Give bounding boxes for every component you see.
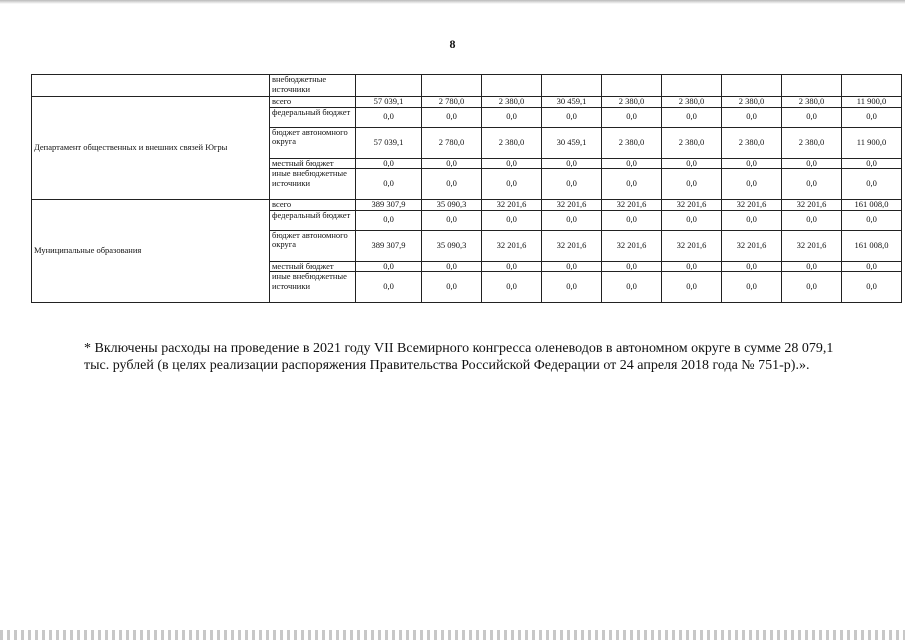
value-cell: [842, 75, 902, 97]
value-cell: 0,0: [662, 210, 722, 230]
scan-edge-top: [0, 0, 905, 4]
value-cell: [422, 75, 482, 97]
value-cell: 161 008,0: [842, 230, 902, 261]
value-cell: 389 307,9: [356, 230, 422, 261]
value-cell: 0,0: [842, 107, 902, 127]
value-cell: 0,0: [662, 158, 722, 169]
value-cell: 0,0: [722, 272, 782, 303]
value-cell: [722, 75, 782, 97]
value-cell: 0,0: [722, 210, 782, 230]
value-cell: 0,0: [662, 107, 722, 127]
value-cell: 0,0: [542, 169, 602, 200]
value-cell: 0,0: [662, 261, 722, 272]
value-cell: 0,0: [782, 169, 842, 200]
value-cell: 0,0: [356, 107, 422, 127]
value-cell: 161 008,0: [842, 200, 902, 211]
source-label: местный бюджет: [270, 261, 356, 272]
department-name: Департамент общественных и внешних связей Югры: [32, 97, 270, 200]
source-label: всего: [270, 200, 356, 211]
value-cell: 0,0: [722, 169, 782, 200]
value-cell: 0,0: [356, 169, 422, 200]
value-cell: 0,0: [722, 261, 782, 272]
value-cell: 57 039,1: [356, 97, 422, 108]
value-cell: 0,0: [482, 261, 542, 272]
value-cell: 0,0: [842, 210, 902, 230]
value-cell: 0,0: [542, 261, 602, 272]
value-cell: 0,0: [602, 210, 662, 230]
value-cell: 32 201,6: [542, 200, 602, 211]
value-cell: 0,0: [422, 272, 482, 303]
source-label: иные внебюджетные источники: [270, 272, 356, 303]
value-cell: 0,0: [422, 107, 482, 127]
value-cell: 0,0: [842, 158, 902, 169]
value-cell: 0,0: [356, 158, 422, 169]
value-cell: 32 201,6: [482, 230, 542, 261]
value-cell: 35 090,3: [422, 230, 482, 261]
value-cell: 0,0: [842, 272, 902, 303]
value-cell: 2 380,0: [662, 97, 722, 108]
value-cell: 32 201,6: [602, 230, 662, 261]
value-cell: 0,0: [422, 210, 482, 230]
value-cell: 0,0: [782, 272, 842, 303]
value-cell: 0,0: [722, 107, 782, 127]
value-cell: 57 039,1: [356, 127, 422, 158]
source-label: федеральный бюджет: [270, 210, 356, 230]
value-cell: 0,0: [482, 272, 542, 303]
table-row: [32, 200, 902, 211]
value-cell: [782, 75, 842, 97]
value-cell: 0,0: [662, 169, 722, 200]
source-label: иные внебюджетные источники: [270, 169, 356, 200]
value-cell: 0,0: [842, 169, 902, 200]
value-cell: [542, 75, 602, 97]
value-cell: 2 780,0: [422, 127, 482, 158]
value-cell: 2 380,0: [602, 97, 662, 108]
value-cell: 32 201,6: [662, 200, 722, 211]
value-cell: [662, 75, 722, 97]
source-label: местный бюджет: [270, 158, 356, 169]
value-cell: 0,0: [602, 158, 662, 169]
value-cell: 0,0: [662, 272, 722, 303]
value-cell: 11 900,0: [842, 97, 902, 108]
value-cell: [602, 75, 662, 97]
value-cell: 2 380,0: [482, 127, 542, 158]
value-cell: 32 201,6: [602, 200, 662, 211]
source-label: внебюджетные источники: [270, 75, 356, 97]
value-cell: 0,0: [782, 210, 842, 230]
value-cell: 0,0: [782, 158, 842, 169]
value-cell: 0,0: [356, 272, 422, 303]
source-label: федеральный бюджет: [270, 107, 356, 127]
source-label: бюджет автономного округа: [270, 230, 356, 261]
value-cell: [356, 75, 422, 97]
value-cell: 30 459,1: [542, 127, 602, 158]
value-cell: 32 201,6: [722, 230, 782, 261]
source-label: бюджет автономного округа: [270, 127, 356, 158]
value-cell: 0,0: [482, 210, 542, 230]
value-cell: 32 201,6: [482, 200, 542, 211]
value-cell: 0,0: [602, 272, 662, 303]
value-cell: 0,0: [542, 158, 602, 169]
value-cell: [482, 75, 542, 97]
value-cell: 2 380,0: [722, 97, 782, 108]
value-cell: 32 201,6: [662, 230, 722, 261]
value-cell: 32 201,6: [542, 230, 602, 261]
value-cell: 2 380,0: [782, 97, 842, 108]
value-cell: 0,0: [422, 158, 482, 169]
value-cell: 0,0: [542, 272, 602, 303]
value-cell: 32 201,6: [782, 230, 842, 261]
value-cell: 0,0: [356, 210, 422, 230]
value-cell: 389 307,9: [356, 200, 422, 211]
department-cell: [32, 75, 270, 97]
value-cell: 35 090,3: [422, 200, 482, 211]
value-cell: 0,0: [602, 107, 662, 127]
value-cell: 0,0: [542, 210, 602, 230]
value-cell: 0,0: [542, 107, 602, 127]
value-cell: 32 201,6: [722, 200, 782, 211]
table-row: [32, 97, 902, 108]
value-cell: 0,0: [482, 158, 542, 169]
value-cell: 2 380,0: [662, 127, 722, 158]
value-cell: 0,0: [782, 261, 842, 272]
page-number: 8: [449, 37, 456, 51]
value-cell: 0,0: [602, 261, 662, 272]
source-label: всего: [270, 97, 356, 108]
value-cell: 0,0: [842, 261, 902, 272]
value-cell: 0,0: [602, 169, 662, 200]
department-name: Муниципальные образования: [32, 200, 270, 303]
value-cell: 11 900,0: [842, 127, 902, 158]
value-cell: 0,0: [422, 261, 482, 272]
value-cell: 30 459,1: [542, 97, 602, 108]
value-cell: 0,0: [722, 158, 782, 169]
budget-table: [31, 74, 902, 303]
value-cell: 2 380,0: [602, 127, 662, 158]
value-cell: 32 201,6: [782, 200, 842, 211]
value-cell: 2 380,0: [482, 97, 542, 108]
value-cell: 0,0: [782, 107, 842, 127]
value-cell: 0,0: [356, 261, 422, 272]
scan-edge-bottom: [0, 630, 905, 640]
value-cell: 0,0: [482, 107, 542, 127]
value-cell: 2 780,0: [422, 97, 482, 108]
value-cell: 0,0: [422, 169, 482, 200]
value-cell: 0,0: [482, 169, 542, 200]
table-row: [32, 75, 902, 97]
value-cell: 2 380,0: [722, 127, 782, 158]
footnote-text: * Включены расходы на проведение в 2021 году VII Всемирного конгресса оленеводов в автономном округе в сумме 28 079,1 тыс. рублей (в целях реализации распоряжения Правительства Российской Федерации от 24 апреля 2018 года № 751-р).».: [84, 341, 834, 373]
value-cell: 2 380,0: [782, 127, 842, 158]
